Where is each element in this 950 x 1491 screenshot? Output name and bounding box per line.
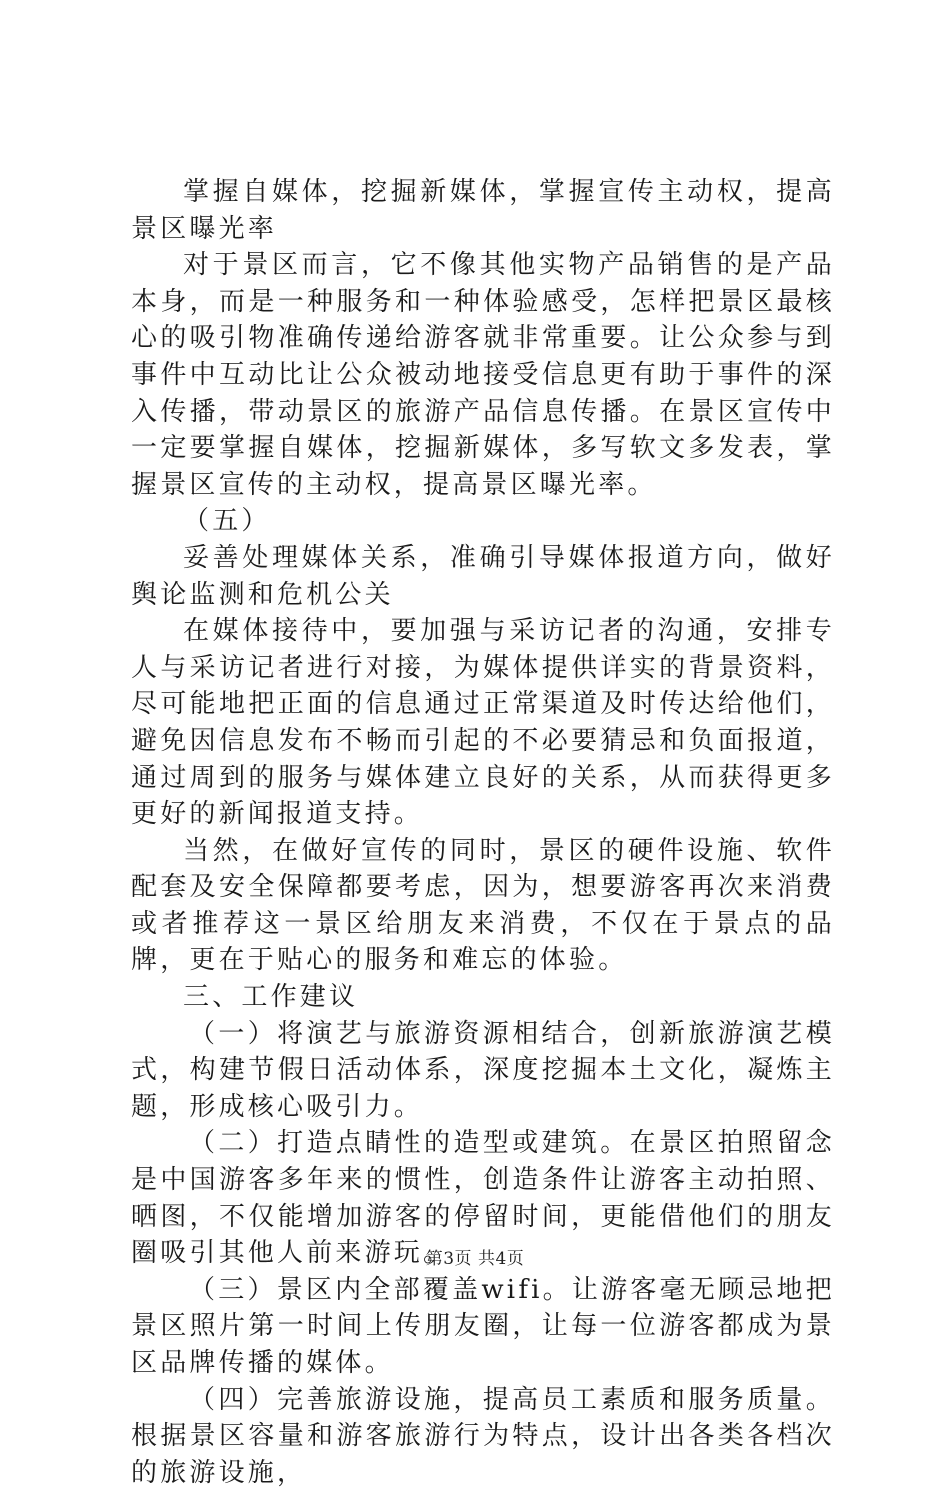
suggestion-item-2: （二）打造点睛性的造型或建筑。在景区拍照留念是中国游客多年来的惯性，创造条件让游客主动拍照、晒图，不仅能增加游客的停留时间，更能借他们的朋友圈吸引其他人前来游玩。 <box>131 1128 835 1269</box>
section-number-five: （五） <box>183 506 271 537</box>
suggestion-item-3: （三）景区内全部覆盖wifi。让游客毫无顾忌地把景区照片第一时间上传朋友圈，让每一位游客都成为景区品牌传播的媒体。 <box>131 1274 835 1378</box>
suggestion-item-4: （四）完善旅游设施，提高员工素质和服务质量。根据景区容量和游客旅游行为特点，设计出各类各档次的旅游设施， <box>131 1384 835 1488</box>
section-heading-work-suggestions: 三、工作建议 <box>183 982 359 1013</box>
paragraph-media-reception: 在媒体接待中，要加强与采访记者的沟通，安排专人与采访记者进行对接，为媒体提供详实的背景资料，尽可能地把正面的信息通过正常渠道及时传达给他们，避免因信息发布不畅而引起的不必要猜忌和负面报道，通过周到的服务与媒体建立良好的关系，从而获得更多更好的新闻报道支持。 <box>131 616 835 830</box>
paragraph-facilities: 当然，在做好宣传的同时，景区的硬件设施、软件配套及安全保障都要考虑，因为，想要游客再次来消费或者推荐这一景区给朋友来消费，不仅在于景点的品牌，更在于贴心的服务和难忘的体验。 <box>131 835 835 976</box>
section-heading-media-relations: 妥善处理媒体关系，准确引导媒体报道方向，做好舆论监测和危机公关 <box>131 542 835 610</box>
paragraph-self-media: 对于景区而言，它不像其他实物产品销售的是产品本身，而是一种服务和一种体验感受，怎样把景区最核心的吸引物准确传递给游客就非常重要。让公众参与到事件中互动比让公众被动地接受信息更有助于事件的深入传播，带动景区的旅游产品信息传播。在景区宣传中一定要掌握自媒体，挖掘新媒体，多写软文多发表，掌握景区宣传的主动权，提高景区曝光率。 <box>131 250 835 500</box>
page-footer: 第3页 共4页 <box>425 1249 525 1269</box>
section-heading-self-media: 掌握自媒体，挖掘新媒体，掌握宣传主动权，提高景区曝光率 <box>131 177 835 244</box>
document-body <box>131 174 835 1491</box>
suggestion-item-1: （一）将演艺与旅游资源相结合，创新旅游演艺模式，构建节假日活动体系，深度挖掘本土文化，凝炼主题，形成核心吸引力。 <box>131 1018 835 1122</box>
